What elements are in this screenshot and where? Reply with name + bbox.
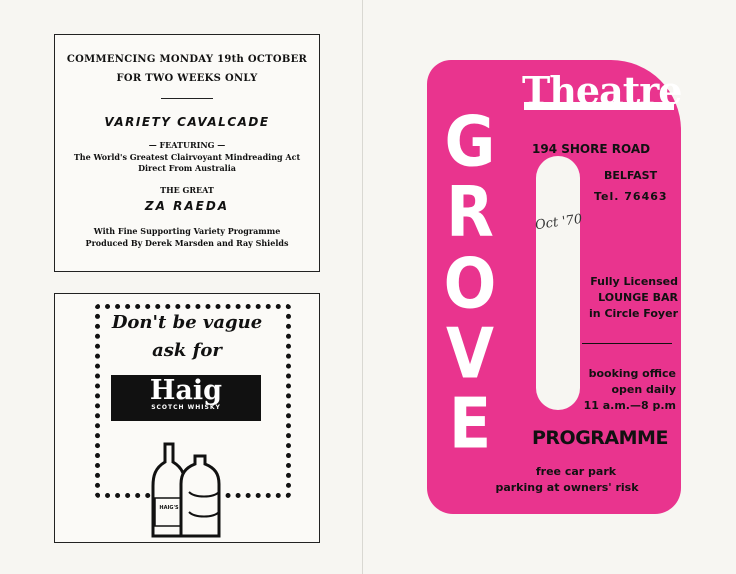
booking-open: open daily [611,383,676,396]
announce-duration: FOR TWO WEEKS ONLY [116,73,258,84]
act-origin: Direct From Australia [138,163,236,173]
show-title: VARIETY CAVALCADE [104,115,270,129]
theatre-phone: Tel. 76463 [594,190,668,203]
bar-licensed: Fully Licensed [590,275,678,288]
performer-name: ZA RAEDA [144,199,230,213]
announce-date: COMMENCING MONDAY 19th OCTOBER [66,54,308,65]
bar-lounge: LOUNGE BAR [598,291,678,304]
act-description: The World's Greatest Clairvoyant Mindreading Act [73,152,301,162]
haig-logo [111,375,261,421]
theatre-word: Theatre [522,68,682,113]
grove-letter-g: G [444,100,496,183]
whisky-bottles-illustration [145,442,225,540]
grove-letter-r: R [446,170,494,253]
theatre-address: 194 SHORE ROAD [532,142,651,156]
booking-office: booking office [588,367,676,380]
handwritten-date-note: Oct '70 [534,211,584,234]
free-car-park: free car park [535,465,617,478]
grove-letter-v: V [446,312,494,395]
bottle-label-text: HAIG'S [159,505,179,511]
producers-line: Produced By Derek Marsden and Ray Shields [85,238,289,248]
haig-advert [54,293,320,543]
advert-ask-for: ask for [152,340,222,361]
bar-location: in Circle Foyer [589,307,678,320]
support-line: With Fine Supporting Variety Programme [93,226,281,236]
parking-risk: parking at owners' risk [495,481,639,494]
divider [161,98,213,99]
bottle-label-box [155,498,183,526]
booking-hours: 11 a.m.—8 p.m [583,399,676,412]
programme-heading: PROGRAMME [532,427,668,449]
advert-slogan: Don't be vague [111,312,263,333]
cover-rule [582,343,672,344]
featuring-label: — FEATURING — [148,140,226,150]
grove-letter-o: O [443,242,497,325]
haig-brand: Haig [149,375,223,406]
grove-letter-e: E [448,382,492,465]
haig-subtitle: SCOTCH WHISKY [151,404,221,411]
announcement-box [54,34,320,272]
theatre-city: BELFAST [604,169,658,182]
the-great-label: THE GREAT [160,185,214,195]
